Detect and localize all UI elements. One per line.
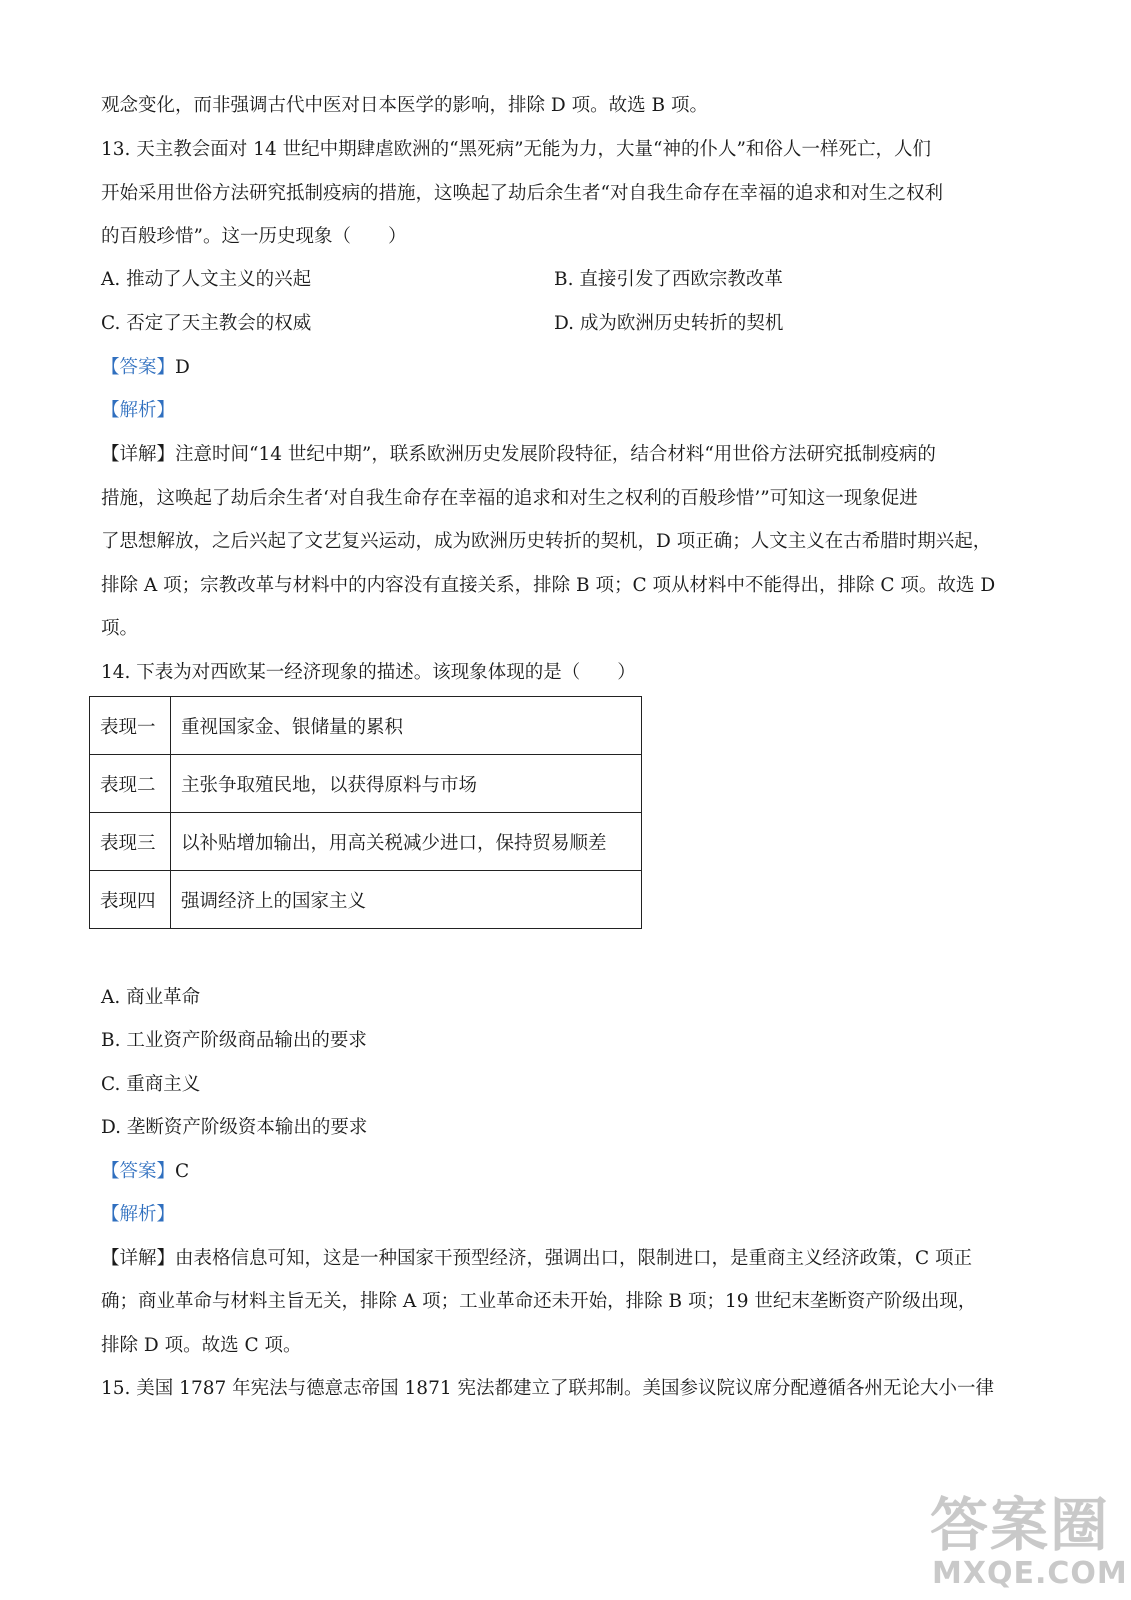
table-row <box>90 755 642 813</box>
table-row-text: 以补贴增加输出，用高关税减少进口，保持贸易顺差 <box>171 813 642 871</box>
q14-detail-line-2: 确；商业革命与材料主旨无关，排除 A 项；工业革命还未开始，排除 B 项；19 世纪末垄断资产阶级出现， <box>101 1291 977 1312</box>
q13-detail-line-3: 了思想解放，之后兴起了文艺复兴运动，成为欧洲历史转折的契机，D 项正确；人文主义在古希腊时期兴起， <box>101 531 992 552</box>
q13-option-d: D. 成为欧洲历史转折的契机 <box>554 313 784 334</box>
table-row-head: 表现四 <box>90 871 171 929</box>
table-row-head: 表现二 <box>90 755 171 813</box>
q14-option-a: A. 商业革命 <box>101 987 201 1008</box>
q14-table <box>89 696 642 929</box>
prev-answer-tail: 观念变化，而非强调古代中医对日本医学的影响，排除 D 项。故选 B 项。 <box>101 95 708 116</box>
q14-option-d: D. 垄断资产阶级资本输出的要求 <box>101 1117 368 1138</box>
table-row-text: 主张争取殖民地，以获得原料与市场 <box>171 755 642 813</box>
q14-analysis-tag <box>101 1203 1021 1227</box>
q13-detail-line-5: 项。 <box>101 618 139 639</box>
q14-answer <box>101 1160 1021 1184</box>
table-row <box>90 813 642 871</box>
answer-tag: 【答案】 <box>101 357 176 378</box>
table-row-head: 表现一 <box>90 697 171 755</box>
q14-detail-line-1: 【详解】由表格信息可知，这是一种国家干预型经济，强调出口，限制进口，是重商主义经济政策，C 项正 <box>101 1248 973 1269</box>
q13-option-a: A. 推动了人文主义的兴起 <box>101 269 312 290</box>
detail-tag: 【详解】 <box>101 1248 176 1269</box>
q14-option-b: B. 工业资产阶级商品输出的要求 <box>101 1030 367 1051</box>
q13-answer <box>101 356 1021 380</box>
q13-stem-line-2: 开始采用世俗方法研究抵制疫病的措施，这唤起了劫后余生者“对自我生命存在幸福的追求和对生之权利 <box>101 183 943 204</box>
answer-value: C <box>175 1161 190 1182</box>
q15-stem-line-1: 15. 美国 1787 年宪法与德意志帝国 1871 宪法都建立了联邦制。美国参议院议席分配遵循各州无论大小一律 <box>101 1378 994 1399</box>
q13-detail-line-1: 【详解】注意时间“14 世纪中期”，联系欧洲历史发展阶段特征，结合材料“用世俗方法研究抵制疫病的 <box>101 444 936 465</box>
table-row-head: 表现三 <box>90 813 171 871</box>
table-row <box>90 697 642 755</box>
q13-analysis-tag <box>101 399 1021 423</box>
watermark-site: MXQE.COM <box>932 1556 1128 1591</box>
q13-stem-line-3: 的百般珍惜”。这一历史现象（ ） <box>101 226 407 247</box>
q13-detail-line-2: 措施，这唤起了劫后余生者‘对自我生命存在幸福的追求和对生之权利的百般珍惜’”可知这一现象促进 <box>101 488 918 509</box>
analysis-tag: 【解析】 <box>101 400 176 421</box>
answer-value: D <box>175 357 190 378</box>
q13-option-b: B. 直接引发了西欧宗教改革 <box>554 269 783 290</box>
answer-tag: 【答案】 <box>101 1161 176 1182</box>
analysis-tag: 【解析】 <box>101 1204 176 1225</box>
q14-detail-line-3: 排除 D 项。故选 C 项。 <box>101 1335 302 1356</box>
watermark-logo <box>930 1478 1128 1593</box>
q14-option-c: C. 重商主义 <box>101 1074 201 1095</box>
q14-stem: 14. 下表为对西欧某一经济现象的描述。该现象体现的是（ ） <box>101 662 636 683</box>
detail-tag: 【详解】 <box>101 444 176 465</box>
table-row-text: 强调经济上的国家主义 <box>171 871 642 929</box>
table-row-text: 重视国家金、银储量的累积 <box>171 697 642 755</box>
q13-detail-line-4: 排除 A 项；宗教改革与材料中的内容没有直接关系，排除 B 项；C 项从材料中不能得出，排除 C 项。故选 D <box>101 575 996 596</box>
q13-option-c: C. 否定了天主教会的权威 <box>101 313 312 334</box>
table-row <box>90 871 642 929</box>
q13-stem-line-1: 13. 天主教会面对 14 世纪中期肆虐欧洲的“黑死病”无能为力，大量“神的仆人”和俗人一样死亡，人们 <box>101 139 931 160</box>
watermark-title: 答案圈 <box>930 1491 1111 1559</box>
